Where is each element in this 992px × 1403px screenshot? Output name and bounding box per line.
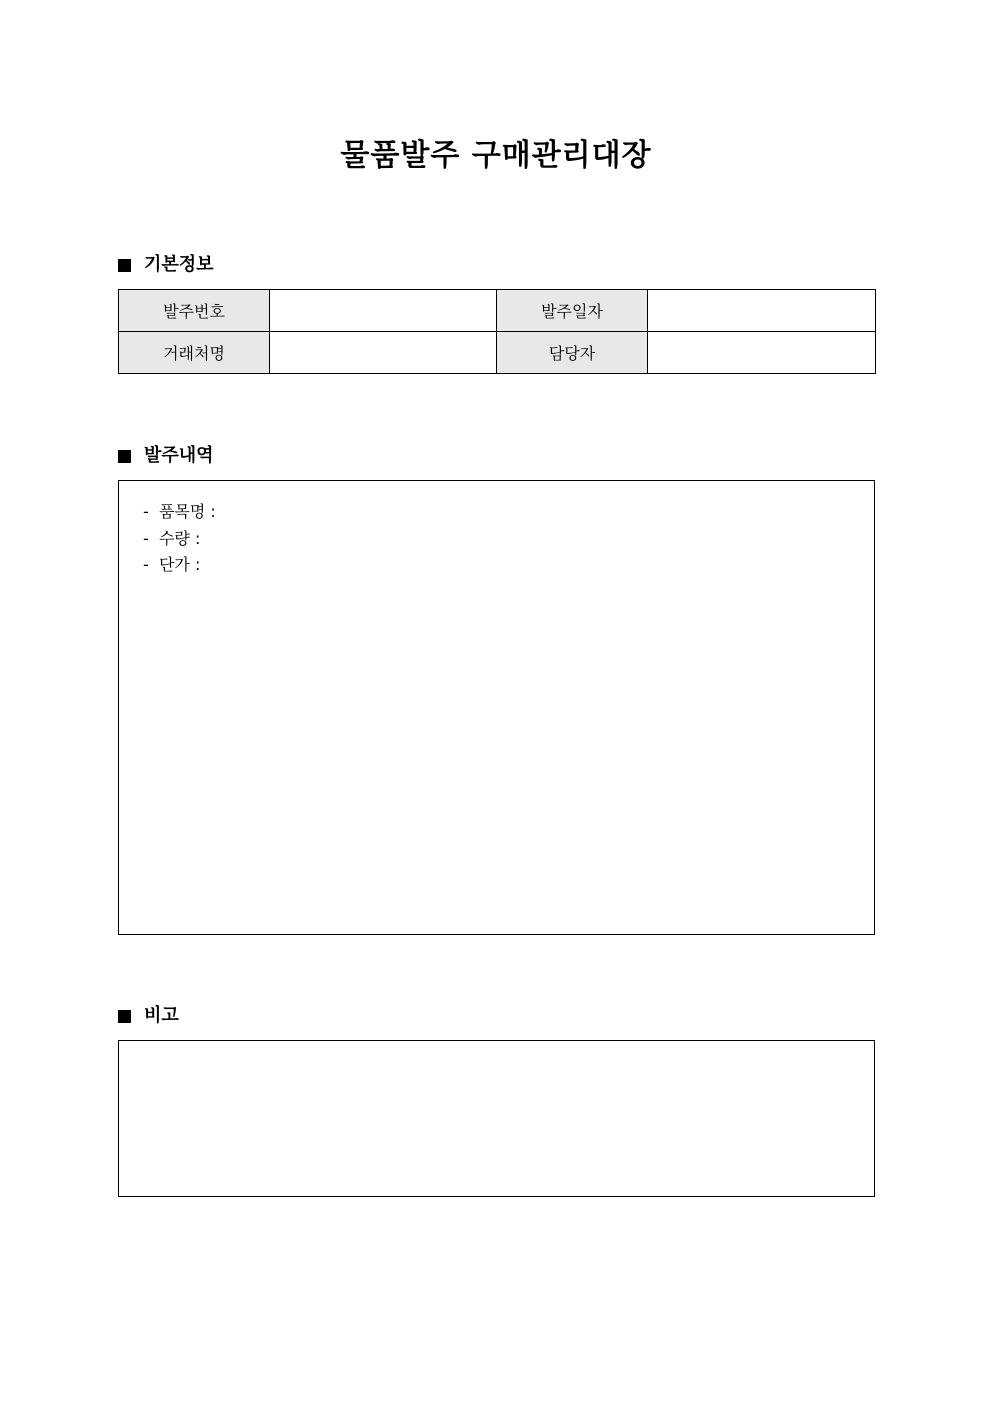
unit-price-line: - 단가 : [143, 555, 201, 574]
order-details-heading [118, 444, 214, 468]
remarks-box[interactable] [118, 1040, 875, 1197]
basic-info-heading-label: 기본정보 [144, 254, 214, 275]
manager-field[interactable] [648, 332, 876, 374]
basic-info-table [118, 289, 876, 374]
remarks-heading [118, 1004, 179, 1028]
manager-label: 담당자 [497, 332, 648, 374]
order-number-field[interactable] [270, 290, 497, 332]
vendor-name-field[interactable] [270, 332, 497, 374]
quantity-line: - 수량 : [143, 528, 201, 548]
order-date-label: 발주일자 [497, 290, 648, 332]
basic-info-heading [118, 253, 214, 277]
square-bullet-icon [118, 1010, 131, 1023]
table-row [119, 290, 876, 332]
table-row [119, 332, 876, 374]
vendor-name-label: 거래처명 [119, 332, 270, 374]
order-details-heading-label: 발주내역 [144, 445, 214, 466]
item-name-line: - 품목명 : [143, 502, 216, 521]
document-title: 물품발주 구매관리대장 [340, 138, 652, 173]
order-number-label: 발주번호 [119, 290, 270, 332]
square-bullet-icon [118, 450, 131, 463]
order-details-list [119, 481, 874, 579]
order-details-box[interactable] [118, 480, 875, 935]
order-date-field[interactable] [648, 290, 876, 332]
square-bullet-icon [118, 259, 131, 272]
remarks-heading-label: 비고 [144, 1005, 179, 1026]
